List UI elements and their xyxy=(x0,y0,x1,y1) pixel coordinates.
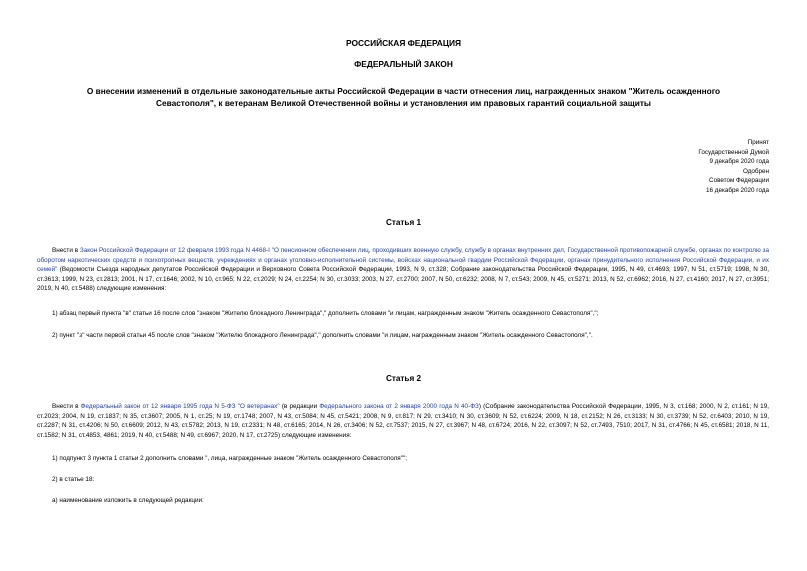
adoption-block xyxy=(698,138,769,196)
adoption-line: Государственной Думой xyxy=(698,148,769,156)
country-heading: РОССИЙСКАЯ ФЕДЕРАЦИЯ xyxy=(345,38,462,48)
article-2-intro-rest: ) (Собрание законодательства Российской Федерации, 1995, N 3, ст.168; 2000, N 2, ст.161; N 19, ст.2023; 2004, N 19, ст.1837; N 35, ст.3607; 2005, N 1, ст.25; N 19, ст.1748; 2007, N 43, ст.5084; N 45, ст.5421; 2008, N 9, ст.817; N 29, ст.3410; N 30, ст.3609; N 52, ст.6224; 2009, N 18, ст.2152; N 26, ст.3133; N 30, ст.3739; N 52, ст.6403; 2010, N 19, ст.2287; N 31, ст.4206; N 50, ст.6609; 2012, N 43, ст.5782; 2013, N 19, ст.2331; N 48, ст.6165; 2014, N 26, ст.3406; N 52, ст.7537; 2015, N 27, ст.3967; N 48, ст.6724; 2016, N 22, ст.3097; N 52, ст.7493, 7510; 2017, N 31, ст.4766; N 45, ст.6581; 2018, N 11, ст.1582; N 31, ст.4853, 4861; 2019, N 40, ст.5488; N 49, ст.6967; 2020, N 17, ст.2725) следующие изменения: xyxy=(37,403,770,439)
article-1-intro-prefix: Внести в xyxy=(52,247,80,254)
law-title-line-2: Севастополя", к ветеранам Великой Отечественной войны и установления им правовых гарантий социальной защиты xyxy=(155,98,652,108)
adoption-line: Одобрен xyxy=(742,167,769,175)
article-2-heading: Статья 2 xyxy=(385,374,422,383)
article-1-intro-rest: (Ведомости Съезда народных депутатов Российской Федерации и Верховного Совета Российской Федерации, 1993, N 9, ст.328; Собрание законодательства Российской Федерации, 1995, N 49, ст.4693; 1997, N 51, ст.5719; 1998, N 30, ст.3613; 1999, N 23, ст.2813; 2001, N 17, ст.1646; 2002, N 10, ст.965; N 22, ст.2029; N 24, ст.2254; N 30, ст.3033; 2003, N 27, ст.2700; 2007, N 50, ст.6232; 2008, N 7, ст.543; 2009, N 45, ст.5271; 2013, N 52, ст.6962; 2016, N 27, ст.4160; 2017, N 27, ст.3951; 2019, N 40, ст.5488) следующие изменения: xyxy=(37,266,769,292)
article-1-item-1: 1) абзац первый пункта "в" статьи 16 после слов "знаком "Жителю блокадного Ленинграда"," дополнить словами "и лицам, награжденным знаком "Житель осажденного Севастополя","; xyxy=(52,310,599,317)
article-2-item-1: 1) подпункт 3 пункта 1 статьи 2 дополнить словами ", лица, награжденные знаком "Житель осажденного Севастополя""; xyxy=(52,455,408,462)
law-5-fz-link[interactable]: Федеральный закон от 12 января 1995 года N 5-ФЗ "О ветеранах" xyxy=(80,403,280,410)
adoption-line: Советом Федерации xyxy=(709,177,769,185)
article-2-item-2: 2) в статье 18: xyxy=(52,476,95,483)
document-type-heading: ФЕДЕРАЛЬНЫЙ ЗАКОН xyxy=(354,59,453,69)
article-1-item-2: 2) пункт "з" части первой статьи 45 после слов "знаком "Жителю блокадного Ленинграда"," дополнить словами "и лицам, награжденным знаком "Житель осажденного Севастополя",". xyxy=(52,332,593,339)
article-1-intro xyxy=(37,246,769,294)
adoption-line: Принят xyxy=(747,139,769,146)
law-4468-link[interactable]: Закон Российской Федерации от 12 февраля 1993 года N 4468-I "О пенсионном обеспечении лиц, проходивших военную службу, службу в органах внутренних дел, Государственной противопожарной службе, органах по контролю за оборотом наркотических средств и психотропных веществ, учреждениях и органах уголовно-исполнительной системы, войсках национальной гвардии Российской Федерации, органах принудительного исполнения Российской Федерации, и их семей" xyxy=(37,247,769,273)
law-title-line-1: О внесении изменений в отдельные законодательные акты Российской Федерации в части отнесения лиц, награжденных знаком "Житель осажденного xyxy=(86,86,721,96)
article-2-intro xyxy=(37,402,769,440)
adoption-line: 16 декабря 2020 года xyxy=(706,186,769,194)
article-1-heading: Статья 1 xyxy=(385,218,422,227)
law-title xyxy=(50,85,757,109)
law-40-fz-link[interactable]: Федерального закона от 2 января 2000 года N 40-ФЗ xyxy=(319,403,479,410)
article-2-intro-prefix: Внести в xyxy=(52,403,81,410)
article-2-item-3: а) наименование изложить в следующей редакции: xyxy=(52,497,204,504)
article-2-intro-mid: (в редакции xyxy=(279,403,320,410)
adoption-line: 9 декабря 2020 года xyxy=(709,158,769,166)
